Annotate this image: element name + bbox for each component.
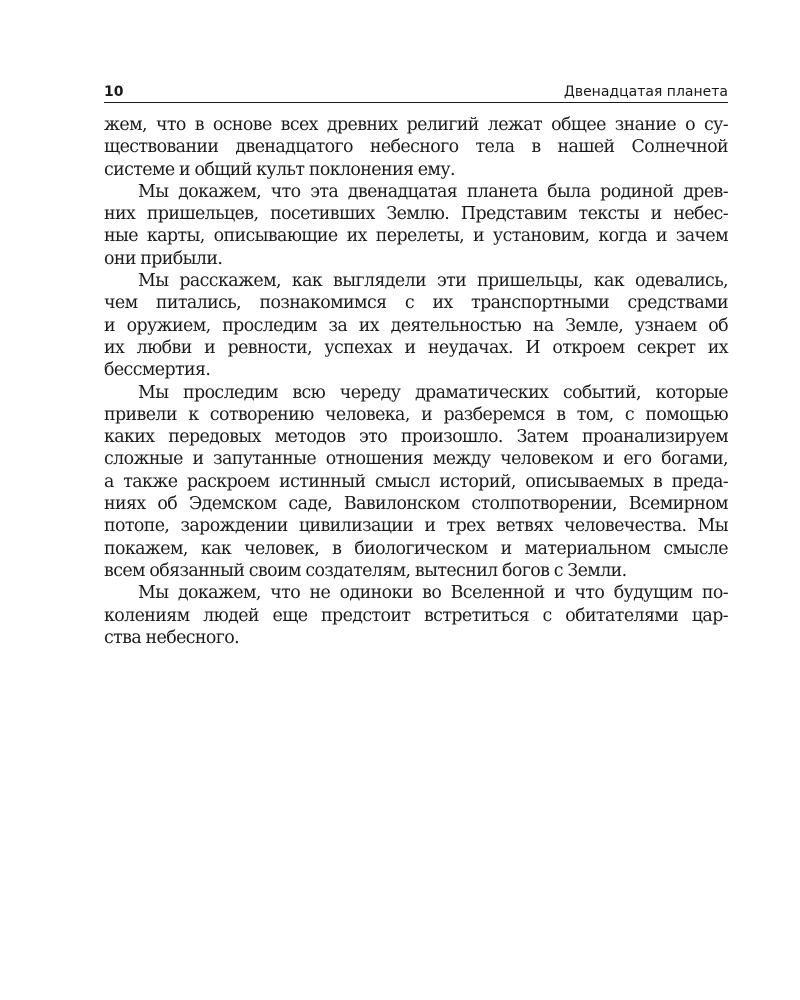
text-line: а также раскроем истинный смысл историй, описываемых в преда- [104,471,728,492]
text-line: привели к сотворению человека, и разберемся в том, с помощью [104,404,728,425]
text-line: системе и общий культ поклонения ему. [104,159,455,180]
text-line: всем обязанный своим создателям, вытеснил богов с Земли. [104,560,627,581]
text-line: покажем, как человек, в биологическом и материальном смысле [104,538,728,559]
text-line: них пришельцев, посетивших Землю. Представим тексты и небес- [104,204,728,225]
text-line: и оружием, проследим за их деятельностью на Земле, узнаем об [104,315,728,336]
paragraph [104,181,728,270]
text-line: чем питались, познакомимся с их транспортными средствами [104,293,728,314]
text-line: Мы расскажем, как выглядели эти пришельцы, как одевались, [138,271,728,292]
page-header [104,82,728,103]
text-line: бессмертия. [104,360,211,381]
text-line: ниях об Эдемском саде, Вавилонском столпотворении, Всемирном [104,494,728,515]
running-title: Двенадцатая планета [563,84,728,100]
text-line: они прибыли. [104,248,223,269]
paragraph [104,114,728,181]
text-line: колениям людей еще предстоит встретиться с обитателями цар- [104,605,728,626]
text-line: Мы докажем, что не одиноки во Вселенной и что будущим по- [138,583,728,604]
paragraph [104,382,728,583]
paragraph [104,582,728,649]
body-text [104,114,728,649]
text-line: ществовании двенадцатого небесного тела в нашей Солнечной [104,137,728,158]
text-line: Мы проследим всю череду драматических событий, которые [138,382,728,403]
text-line: сложные и запутанные отношения между человеком и его богами, [104,449,728,470]
text-line: Мы докажем, что эта двенадцатая планета была родиной древ- [138,181,728,202]
text-line: ные карты, описывающие их перелеты, и установим, когда и зачем [104,226,728,247]
text-line: жем, что в основе всех древних религий лежат общее знание о су- [104,115,728,135]
text-line: их любви и ревности, успехах и неудачах. И откроем секрет их [104,337,728,358]
text-line: потопе, зарождении цивилизации и трех ветвях человечества. Мы [104,516,728,537]
page-number: 10 [104,84,124,100]
text-line: ства небесного. [104,627,240,648]
paragraph [104,270,728,381]
text-line: каких передовых методов это произошло. Затем проанализируем [104,427,728,448]
